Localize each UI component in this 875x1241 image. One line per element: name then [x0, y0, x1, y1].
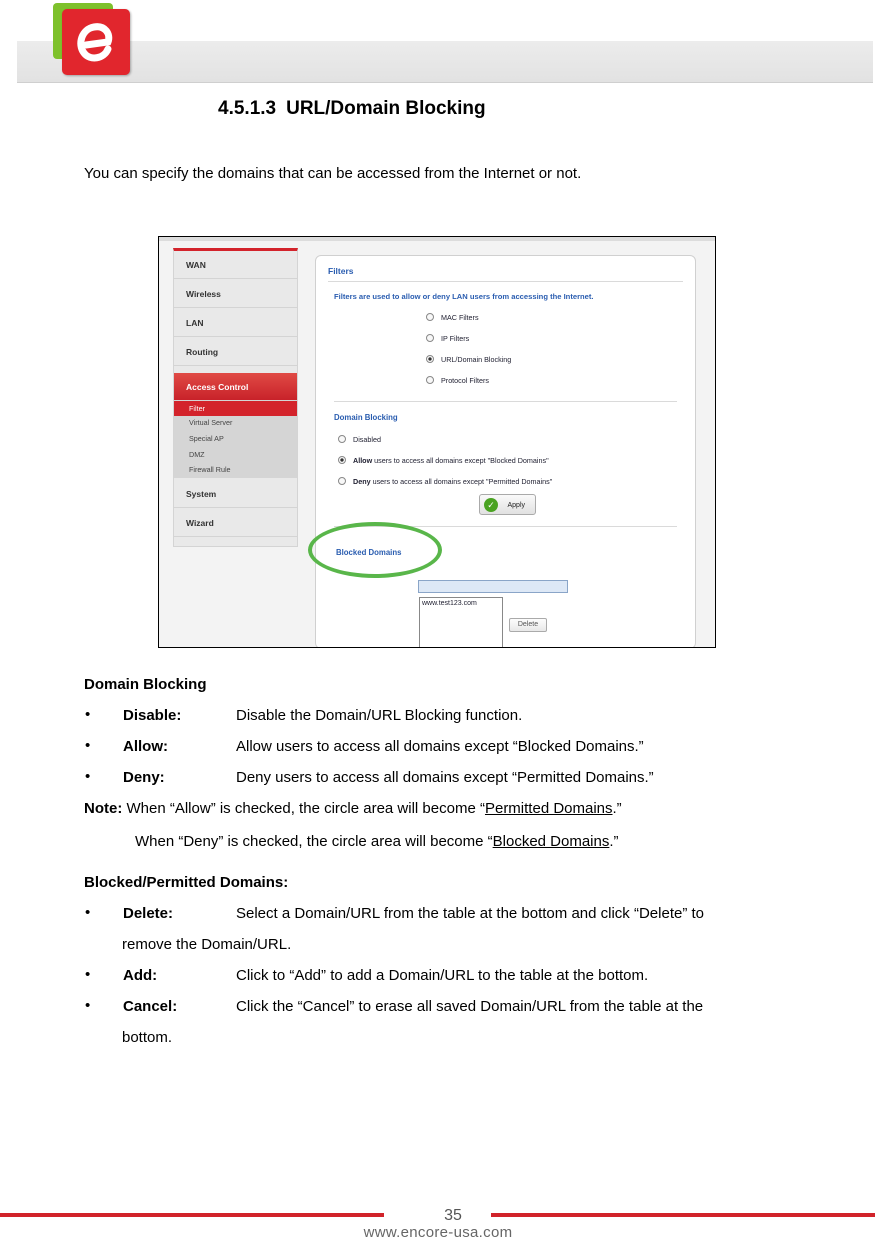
- delete-button[interactable]: Delete: [509, 618, 547, 632]
- radio-circle-icon: [426, 313, 434, 321]
- radio-circle-icon: [426, 376, 434, 384]
- domain-list-entry[interactable]: www.test123.com: [422, 600, 477, 607]
- permitted-domains-link: Permitted Domains: [484, 800, 613, 817]
- screenshot-top-strip: [159, 237, 715, 241]
- page-number: 35: [444, 1207, 462, 1224]
- domain-input[interactable]: [418, 580, 568, 593]
- note-line-1: Note: When “Allow” is checked, the circle area will become “Permitted Domains.”: [84, 800, 622, 817]
- nav-sub-firewall-rule[interactable]: Firewall Rule: [189, 465, 231, 474]
- radio-url-domain-blocking[interactable]: URL/Domain Blocking: [426, 355, 511, 364]
- list-item-delete-cont: remove the Domain/URL.: [122, 936, 292, 953]
- list-item-cancel-cont: bottom.: [122, 1029, 173, 1046]
- filters-panel: [315, 255, 696, 648]
- nav-sub-virtual-server[interactable]: Virtual Server: [189, 418, 233, 427]
- footer-rule-right: [491, 1213, 875, 1217]
- panel-title-divider: [328, 281, 683, 282]
- checkmark-icon: ✓: [484, 498, 498, 512]
- filters-description: Filters are used to allow or deny LAN users from accessing the Internet.: [334, 292, 594, 301]
- section-heading: [218, 98, 486, 120]
- nav-item-wizard[interactable]: Wizard: [174, 509, 297, 537]
- section-number: 4.5.1.3: [218, 98, 277, 119]
- panel-title: Filters: [328, 266, 354, 276]
- radio-deny[interactable]: Deny users to access all domains except "Permitted Domains": [338, 477, 552, 486]
- section-title: URL/Domain Blocking: [286, 98, 486, 119]
- router-screenshot: [158, 236, 716, 648]
- radio-ip-filters[interactable]: IP Filters: [426, 334, 469, 343]
- radio-circle-icon: [338, 477, 346, 485]
- nav-item-wireless[interactable]: Wireless: [174, 280, 297, 308]
- blocked-permitted-heading: Blocked/Permitted Domains:: [84, 874, 289, 891]
- encore-logo-icon: [62, 9, 130, 75]
- router-nav-menu: [173, 248, 298, 547]
- radio-mac-filters[interactable]: MAC Filters: [426, 313, 479, 322]
- footer-site: www.encore-usa.com: [363, 1224, 513, 1241]
- header-band: [17, 41, 873, 83]
- nav-sub-filter[interactable]: Filter: [174, 401, 297, 416]
- nav-sub-dmz[interactable]: DMZ: [189, 450, 205, 459]
- radio-circle-icon: [426, 334, 434, 342]
- nav-item-routing[interactable]: Routing: [174, 338, 297, 366]
- nav-item-access-control[interactable]: Access Control: [174, 373, 297, 401]
- domain-blocking-heading: Domain Blocking: [84, 676, 207, 693]
- note-line-2: When “Deny” is checked, the circle area will become “Blocked Domains.”: [135, 833, 619, 850]
- blocked-domains-link: Blocked Domains: [492, 833, 610, 850]
- highlight-circle: [308, 522, 442, 578]
- nav-item-lan[interactable]: LAN: [174, 309, 297, 337]
- radio-selected-icon: [338, 456, 346, 464]
- domain-blocking-title: Domain Blocking: [334, 413, 398, 422]
- radio-circle-icon: [338, 435, 346, 443]
- nav-sub-special-ap[interactable]: Special AP: [189, 434, 224, 443]
- domain-list[interactable]: [419, 597, 503, 648]
- nav-subitems: [174, 401, 297, 478]
- radio-allow[interactable]: Allow users to access all domains except "Blocked Domains": [338, 456, 549, 465]
- radio-selected-icon: [426, 355, 434, 363]
- nav-item-system[interactable]: System: [174, 480, 297, 508]
- footer-rule-left: [0, 1213, 384, 1217]
- divider: [334, 401, 677, 402]
- intro-text: You can specify the domains that can be accessed from the Internet or not.: [84, 165, 582, 182]
- radio-protocol-filters[interactable]: Protocol Filters: [426, 376, 489, 385]
- blocked-domains-title: Blocked Domains: [336, 548, 402, 557]
- apply-button[interactable]: ✓ Apply: [479, 494, 536, 515]
- radio-disabled[interactable]: Disabled: [338, 435, 381, 444]
- nav-item-wan[interactable]: WAN: [174, 251, 297, 279]
